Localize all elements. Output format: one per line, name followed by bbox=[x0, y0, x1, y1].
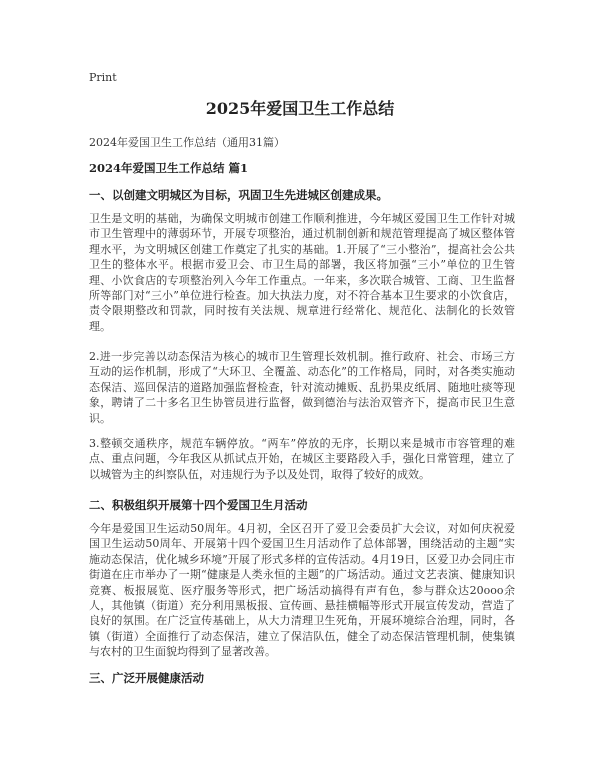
heading-3: 三、广泛开展健康活动 bbox=[89, 671, 204, 685]
document-subtitle: 2024年爱国卫生工作总结（通用31篇） bbox=[89, 136, 285, 149]
section-title: 2024年爱国卫生工作总结 篇1 bbox=[89, 161, 249, 175]
paragraph-1: 卫生是文明的基础，为确保文明城市创建工作顺利推进，今年城区爱国卫生工作针对城市卫生管理中的薄弱环节，开展专项整治，通过机制创新和规范管理提高了城区整体管理水平，为文明城区创建工作奠定了扎实的基础。1.开展了“三小整治”，提高社会公共卫生的整体水平。根据市爱卫会、市卫生局的部署，我区将加强“三小”单位的卫生管理、小饮食店的专项整治列入今年工作重点。一年来，多次联合城管、工商、卫生监督所等部门对“三小”单位进行检查。加大执法力度，对不符合基本卫生要求的小饮食店，责令限期整改和罚款，同时按有关法规、规章进行经常化、规范化、法制化的长效管理。 bbox=[89, 212, 515, 333]
paragraph-2: 2.进一步完善以动态保洁为核心的城市卫生管理长效机制。推行政府、社会、市场三方互动的运作机制，形成了“大环卫、全覆盖、动态化”的工作格局，同时，对各类实施动态保洁、巡回保洁的道路加强监督检查，针对流动摊贩、乱扔果皮纸屑、随地吐痰等现象，聘请了二十多名卫生协管员进行监督，做到德治与法治双管齐下，提高市民卫生意识。 bbox=[89, 350, 515, 425]
print-label[interactable]: Print bbox=[89, 71, 117, 84]
paragraph-4: 今年是爱国卫生运动50周年。4月初，全区召开了爱卫会委员扩大会议，对如何庆祝爱国卫生运动50周年、开展第十四个爱国卫生月活动作了总体部署，围绕活动的主题“实施动态保洁，优化城乡环境”开展了形式多样的宣传活动。4月19日，区爱卫办会同庄市街道在庄市举办了一期“健康是人类永恒的主题”的广场活动。通过文艺表演、健康知识竞赛、板报展览、医疗服务等形式，把广场活动搞得有声有色，参与群众达20ooo余人，其他镇（街道）充分利用黑板报、宣传画、悬挂横幅等形式开展宣传发动，营造了良好的氛围。在广泛宣传基础上，从大力清理卫生死角，开展环境综合治理，同时，各镇（街道）全面推行了动态保洁，建立了保洁队伍，健全了动态保洁管理机制，使集镇与农村的卫生面貌均得到了显著改善。 bbox=[89, 522, 515, 659]
page-title: 2025年爱国卫生工作总结 bbox=[205, 99, 395, 118]
heading-2: 二、积极组织开展第十四个爱国卫生月活动 bbox=[89, 498, 308, 512]
heading-1: 一、以创建文明城区为目标，巩固卫生先进城区创建成果。 bbox=[89, 188, 388, 202]
paragraph-3: 3.整顿交通秩序，规范车辆停放。“两车”停放的无序，长期以来是城市市容管理的难点、重点问题，今年我区从抓试点开始，在城区主要路段入手，强化日常管理，建立了以城管为主的纠察队伍，对违规行为予以及处罚，取得了较好的成效。 bbox=[89, 437, 515, 481]
